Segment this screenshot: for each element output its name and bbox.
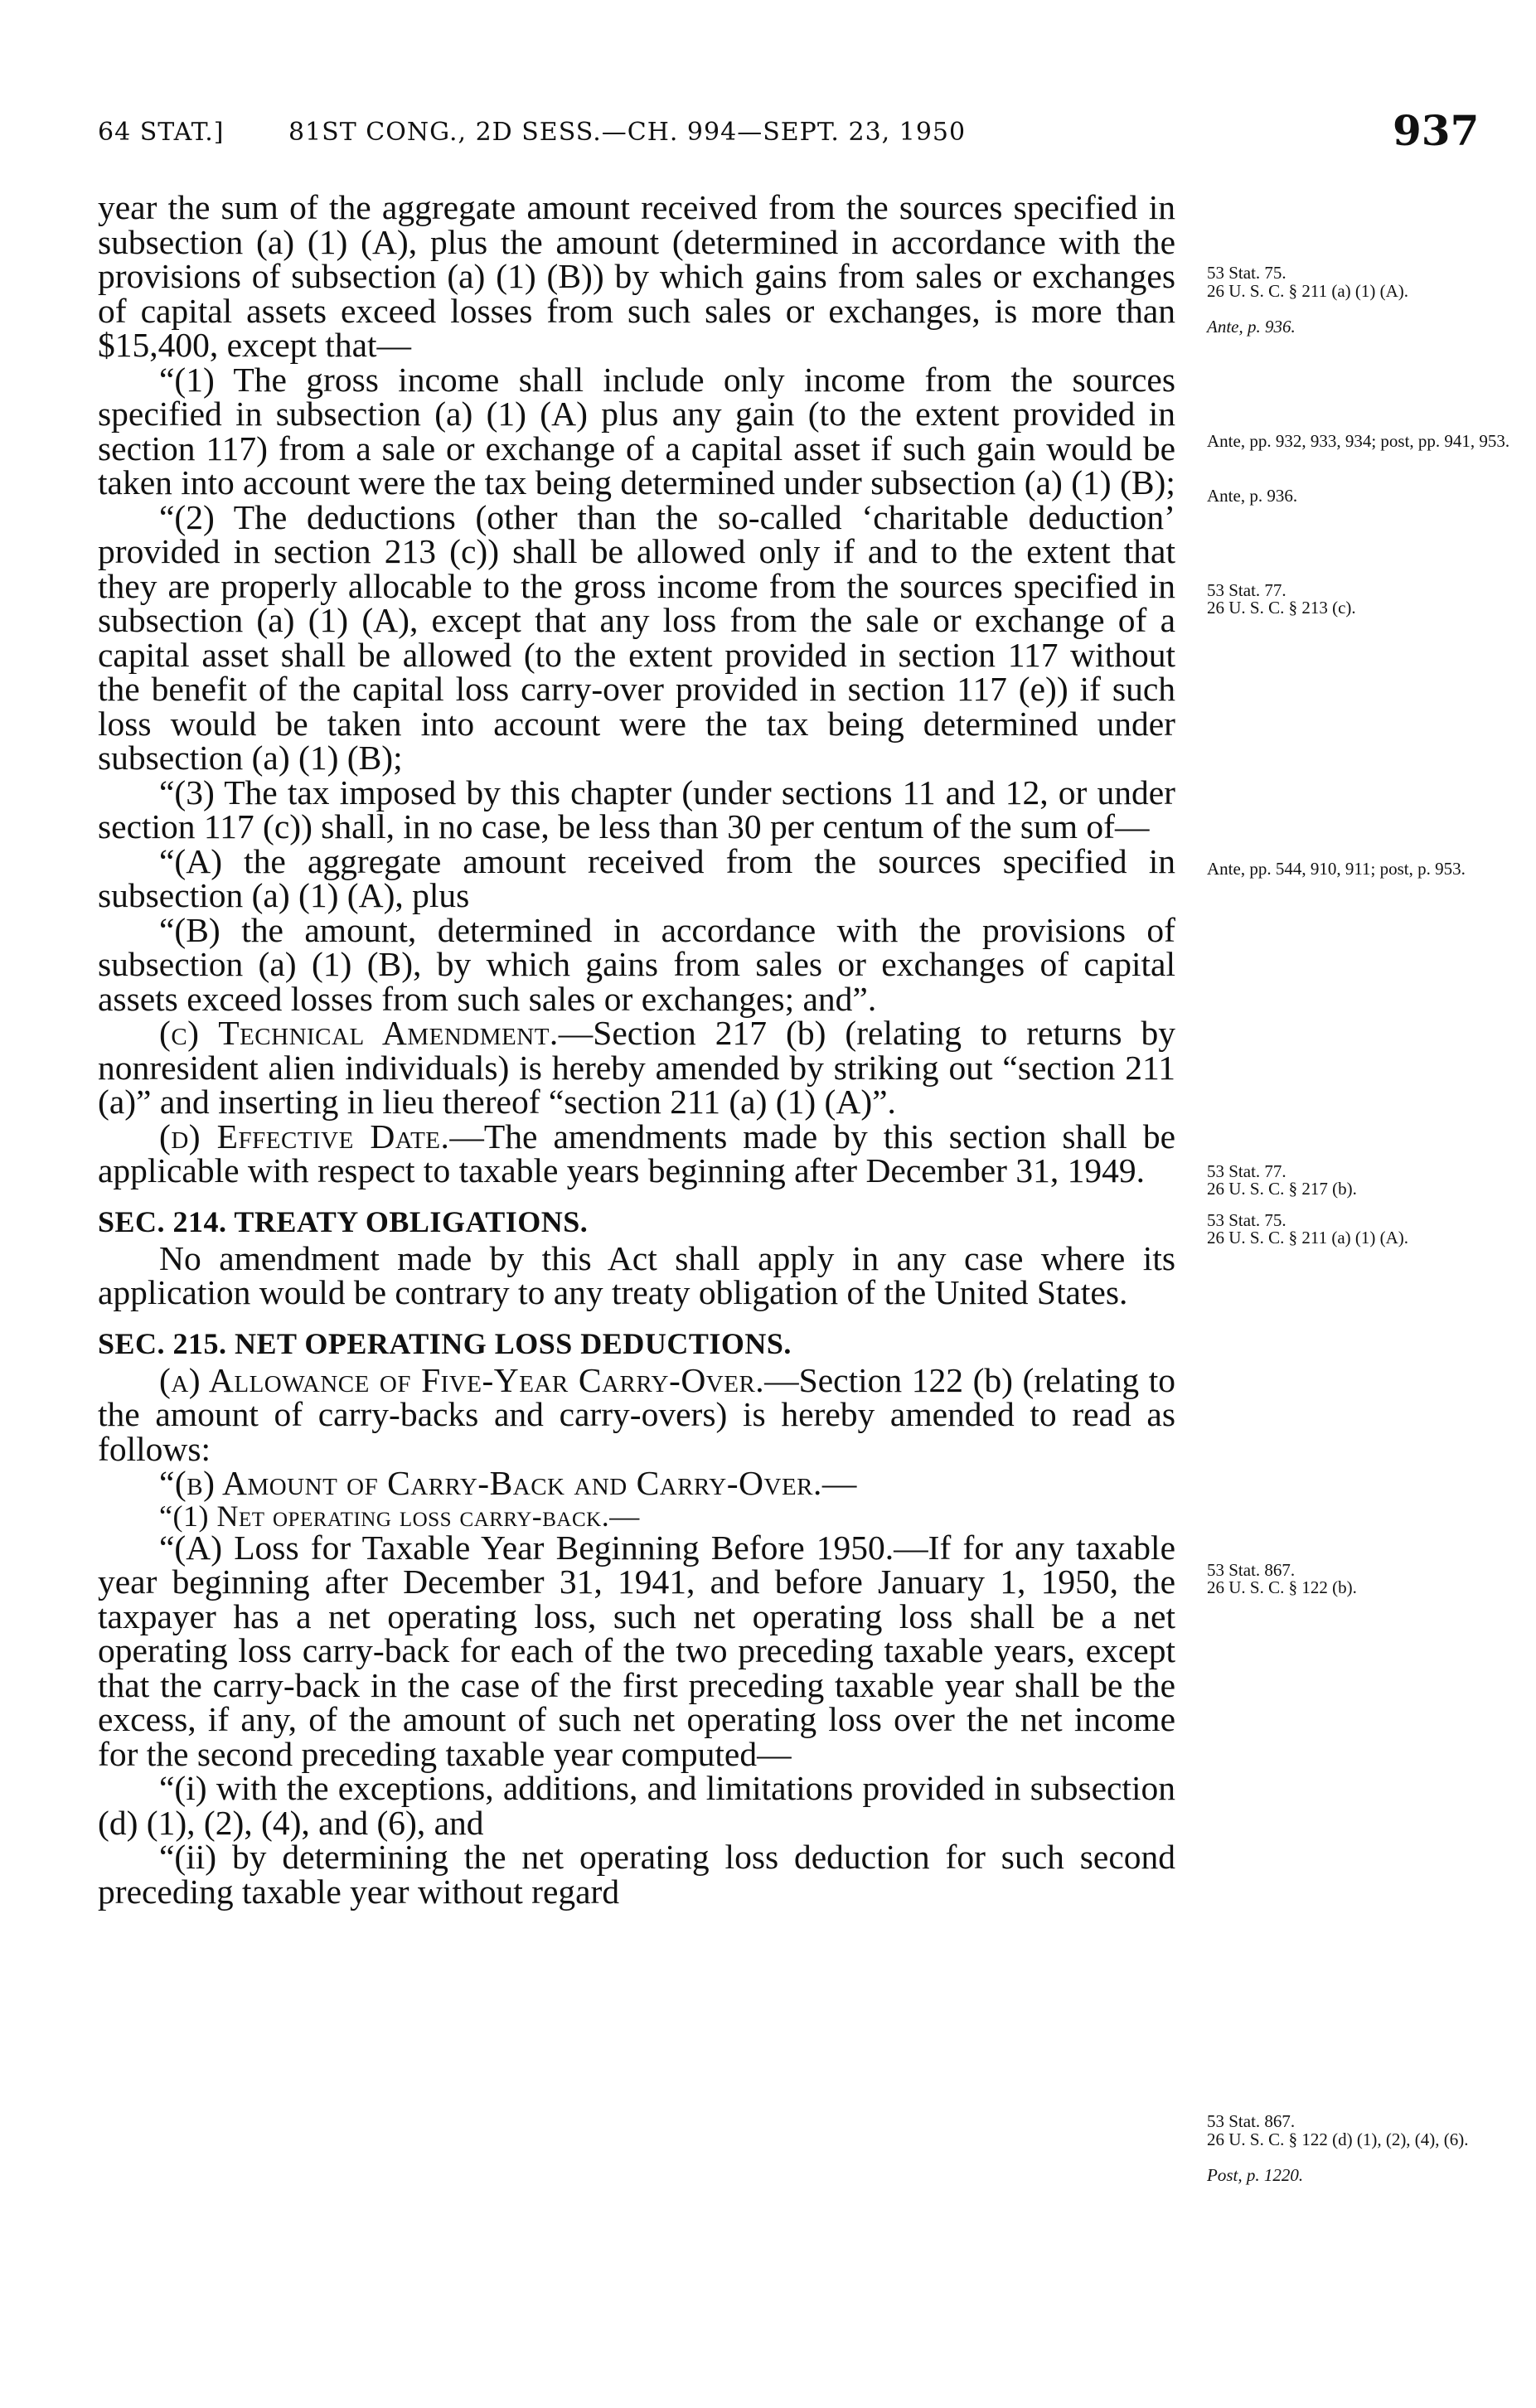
subsection-text: —Section 122 (b) (relating to the amount of carry-backs and carry-overs) is hereby amended to read as follows: (98, 1360, 1175, 1468)
section-heading: SEC. 215. NET OPERATING LOSS DEDUCTIONS. (98, 1326, 792, 1360)
margin-note: Ante, pp. 544, 910, 911; post, p. 953. (1207, 859, 1466, 879)
margin-note: 53 Stat. 867. 26 U. S. C. § 122 (b). (1207, 1560, 1357, 1598)
subsection-heading: (d) Effective Date. (159, 1117, 450, 1156)
paragraph (98, 1360, 1175, 1468)
margin-note: Ante, p. 936. (1207, 486, 1298, 506)
subsection-text: —Section 217 (b) (relating to returns by nonresident alien individuals) is hereby amended by striking out “section 211 (a)” and inserting in lieu thereof “section 211 (a) (1) (A)”. (98, 1014, 1175, 1121)
paragraph: “(i) with the exceptions, additions, and limitations provided in subsection (d) (1), (2), (4), and (6), and (98, 1769, 1175, 1842)
margin-note: 53 Stat. 77. 26 U. S. C. § 217 (b). (1207, 1161, 1357, 1199)
paragraph: “(1) The gross income shall include only income from the sources specified in subsection (a) (1) (A) plus any gain (to the extent provided in section 117) from a sale or exchange of a capital asset if such gain would be taken into account were the tax being determined under subsection (a) (1) (B); (98, 360, 1175, 501)
main-text (98, 188, 1176, 1911)
running-header (98, 106, 1480, 172)
margin-note: 53 Stat. 867. 26 U. S. C. § 122 (d) (1), (2), (4), (6). Post, p. 1220. (1207, 2111, 1469, 2185)
section-heading: SEC. 214. TREATY OBLIGATIONS. (98, 1204, 589, 1238)
paragraph: “(b) Amount of Carry-Back and Carry-Over.— (159, 1464, 857, 1502)
paragraph: No amendment made by this Act shall apply in any case where its application would be contrary to any treaty obligation of the United States. (98, 1238, 1175, 1311)
margin-note: Ante, pp. 932, 933, 934; post, pp. 941, 953. (1207, 431, 1510, 451)
paragraph: “(A) the aggregate amount received from the sources specified in subsection (a) (1) (A), plus (98, 841, 1175, 914)
margin-note: 53 Stat. 75. 26 U. S. C. § 211 (a) (1) (A). (1207, 1210, 1409, 1248)
header-session: 81ST CONG., 2D SESS.—CH. 994—SEPT. 23, 1950 (288, 118, 967, 147)
paragraph: year the sum of the aggregate amount received from the sources specified in subsection (a) (1) (A), plus the amount (determined in accordance with the provisions of subsection (a) (1) (B)) by which gains from sales or exchanges of capital assets exceed losses from such sales or exchanges, is more than $15,400, except that— (98, 188, 1175, 364)
subsection-heading: (a) Allowance of Five-Year Carry-Over. (159, 1360, 765, 1399)
paragraph: “(3) The tax imposed by this chapter (under sections 11 and 12, or under section 117 (c)) shall, in no case, be less than 30 per centum of the sum of— (98, 773, 1175, 845)
paragraph: “(A) Loss for Taxable Year Beginning Before 1950.—If for any taxable year beginning after December 31, 1941, and before January 1, 1950, the taxpayer has a net operating loss, such net operating loss shall be a net operating loss carry-back for each of the two preceding taxable years, except that the carry-back in the case of the first preceding taxable year shall be the excess, if any, of the amount of such net operating loss over the net income for the second preceding taxable year computed— (98, 1528, 1175, 1773)
subsection-text: —The amendments made by this section shall be applicable with respect to taxable years beginning after December 31, 1949. (98, 1117, 1176, 1189)
subsection-heading: (c) Technical Amendment. (159, 1014, 559, 1052)
paragraph (98, 1016, 1175, 1120)
header-volume: 64 STAT.] (98, 118, 225, 147)
page-number: 937 (1393, 106, 1480, 155)
margin-note: 53 Stat. 77. 26 U. S. C. § 213 (c). (1207, 580, 1356, 618)
paragraph (98, 1117, 1176, 1189)
paragraph: “(2) The deductions (other than the so-called ‘charitable deduction’ provided in section 213 (c)) shall be allowed only if and to the extent that they are properly allocable to the gross income from the sources specified in subsection (a) (1) (A), except that any loss from the sale or exchange of a capital asset shall be allowed (to the extent provided in section 117 without the benefit of the capital loss carry-over provided in section 117 (e)) if such loss would be taken into account were the tax being determined under subsection (a) (1) (B); (98, 497, 1175, 777)
paragraph: “(ii) by determining the net operating loss deduction for such second preceding taxable year without regard (98, 1838, 1175, 1911)
paragraph: “(B) the amount, determined in accordance with the provisions of subsection (a) (1) (B), by which gains from sales or exchanges of capital assets exceed losses from such sales or exchanges; and”. (98, 910, 1175, 1018)
margin-note: 53 Stat. 75. 26 U. S. C. § 211 (a) (1) (A). Ante, p. 936. (1207, 263, 1409, 337)
paragraph: “(1) Net operating loss carry-back.— (159, 1499, 640, 1533)
